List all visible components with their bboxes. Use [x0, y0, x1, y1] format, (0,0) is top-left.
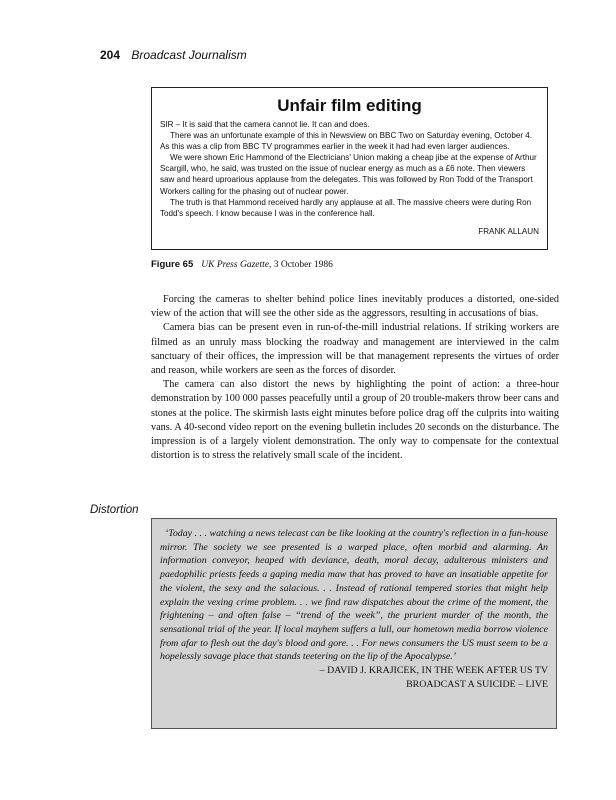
letter-title: Unfair film editing — [277, 96, 422, 115]
letter-paragraph: We were shown Eric Hammond of the Electricians' Union making a cheap jibe at the expense of Arthur Scargill, who, he said, was trusted on the issue of nuclear energy as much as a £6 note. Then viewers saw and heard uproarious applause from the delegates. This was followed by Ron Todd of the Transport Workers calling for the phasing out of nuclear power. — [160, 153, 537, 196]
quote-attribution — [160, 664, 548, 691]
running-header — [100, 48, 247, 62]
body-text — [151, 293, 559, 463]
letter-paragraph: There was an unfortunate example of this in Newsview on BBC Two on Saturday evening, October 4. As this was a clip from BBC TV programmes earlier in the week it had had even larger audiences. — [160, 131, 533, 152]
attribution-line: – DAVID J. KRAJICEK, IN THE WEEK AFTER US TV — [319, 665, 548, 677]
letter-paragraph: SIR – It is said that the camera cannot lie. It can and does. — [160, 120, 370, 129]
figure-source: UK Press Gazette — [201, 260, 269, 270]
letter-paragraph: The truth is that Hammond received hardly any applause at all. The massive cheers were during Ron Todd's speech. I know because I was in the conference hall. — [160, 197, 532, 218]
margin-heading: Distortion — [90, 504, 139, 516]
body-paragraph: Camera bias can be present even in run-of-the-mill industrial relations. If striking workers are filmed as an unruly mass blocking the roadway and management are interviewed in the calm sanctuary of their offices, the impression will be that management represents the virtues of order and reason, while workers are seen as the forces of disorder. — [151, 322, 559, 377]
book-title: Broadcast Journalism — [131, 48, 247, 62]
body-paragraph: Forcing the cameras to shelter behind police lines inevitably produces a distorted, one-sided view of the action that will see the other side as the aggressors, resulting in accusations of bias. — [151, 294, 559, 320]
body-paragraph: The camera can also distort the news by highlighting the point of action: a three-hour demonstration by 100 000 passes peacefully until a group of 20 trouble-makers throw beer cans and stones at the police. The skirmish lasts eight minutes before police drag off the culprits into waiting vans. A 40-second video report on the evening bulletin includes 20 seconds on the disturbance. The impression is of a largely violent demonstration. The only way to compensate for the contextual distortion is to stress the relatively small scale of the incident. — [151, 379, 559, 462]
letter-clipping — [151, 87, 548, 250]
figure-caption — [151, 259, 333, 270]
quote-text: ‘Today . . . watching a news telecast can be like looking at the country's reflection in a fun-house mirror. The society we see presented is a warped place, often morbid and alarming. An information conveyor, heaped with deviance, death, moral decay, adulterous ministers and paedophilic priests feeds a gaping media maw that has proved to have an insatiable appetite for the violent, the sexy and the salacious. . . Instead of rational tempered stories that might help explain the vexing crime problem. . . we find raw dispatches about the crime of the moment, the frightening – and often false – “trend of the week”, the prurient murder of the month, the sensational trial of the year. If local mayhem suffers a lull, our hometown media borrow violence from afar to flesh out the day's blood and gore. . . For news consumers the US must seem to be a hopelessly savage place that stands teetering on the lip of the Apocalypse.’ — [160, 528, 548, 663]
page-number: 204 — [100, 48, 121, 62]
figure-label: Figure 65 — [151, 259, 194, 270]
letter-signature: FRANK ALLAUN — [478, 226, 539, 236]
pull-quote-box — [151, 518, 557, 729]
attribution-line: BROADCAST A SUICIDE – LIVE — [406, 678, 548, 690]
figure-date: , 3 October 1986 — [268, 260, 333, 270]
